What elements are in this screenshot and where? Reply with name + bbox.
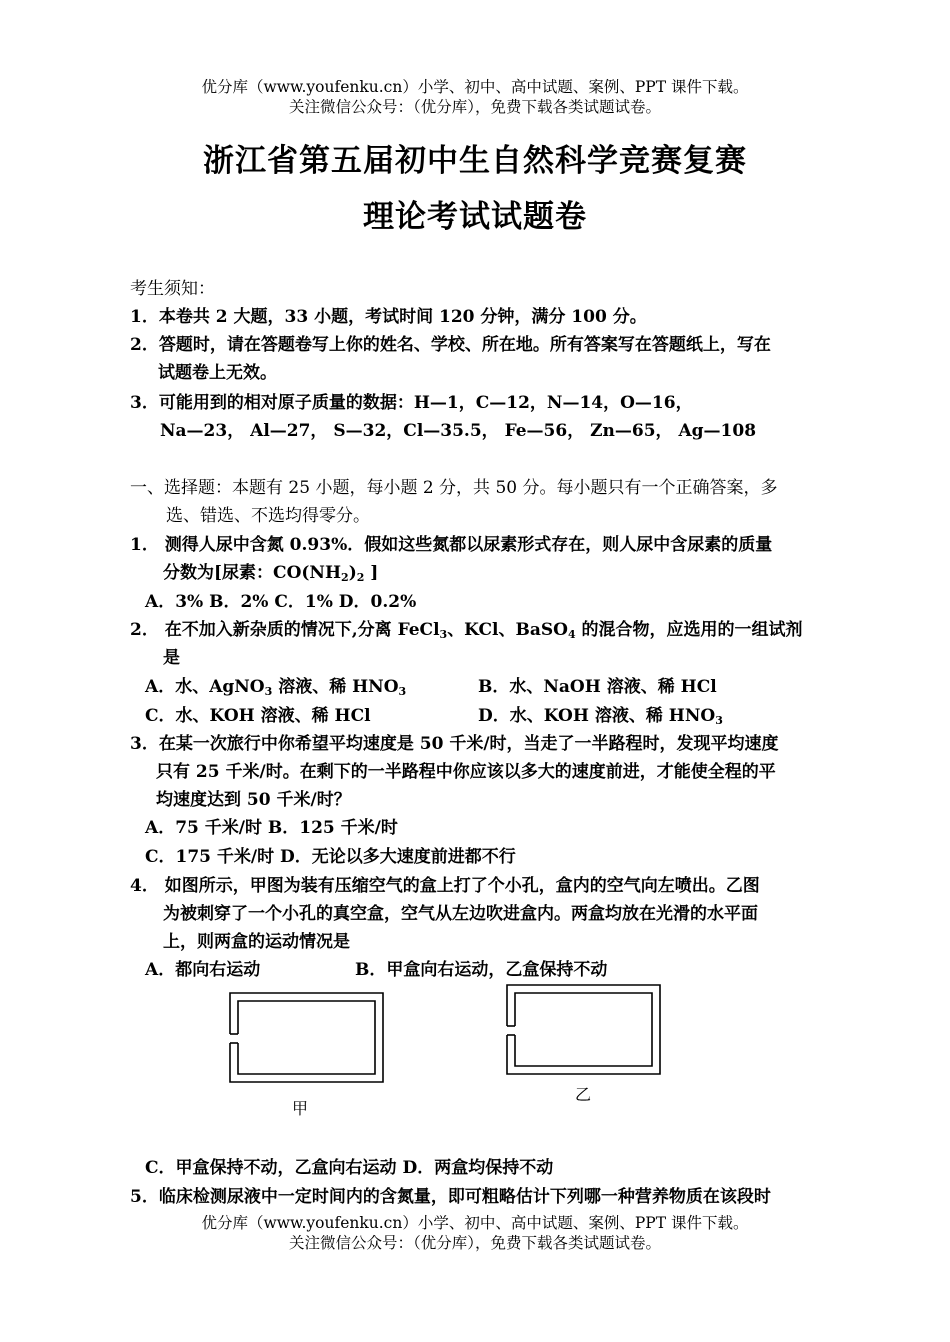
figure-label-yi: 乙: [575, 1085, 592, 1104]
notice-item-1: 1．本卷共 2 大题，33 小题，考试时间 120 分钟，满分 100 分。: [130, 307, 647, 327]
q1-line-2: 分数为[尿素：$CO(NH_2)_2$ ]: [163, 563, 379, 584]
section1-line-1: 一、选择题：本题有 25 小题，每小题 2 分，共 50 分。每小题只有一个正确答案，多: [130, 478, 778, 498]
q4-line-2: 为被刺穿了一个小孔的真空盒，空气从左边吹进盒内。两盒均放在光滑的水平面: [163, 904, 758, 924]
section1-line-2: 选、错选、不选均得零分。: [166, 506, 370, 526]
q3-line-1: 3．在某一次旅行中你希望平均速度是 50 千米/时，当走了一半路程时，发现平均速度: [130, 734, 779, 754]
q4-options-cd: C．甲盒保持不动，乙盒向右运动 D．两盒均保持不动: [145, 1158, 554, 1178]
q2-line-1: 2． 在不加入新杂质的情况下,分离 FeCl$_3$、KCl、BaSO$_4$ 的混合物，应选用的一组试剂: [130, 620, 803, 641]
q3-line-2: 只有 25 千米/时。在剩下的一半路程中你应该以多大的速度前进，才能使全程的平: [156, 762, 776, 782]
notice-item-3b: Na—23， Al—27， S—32，Cl—35.5， Fe—56， Zn—65， Ag—108: [160, 421, 757, 441]
notice-heading: 考生须知：: [130, 279, 215, 299]
q1-options: A．3% B．2% C．1% D．0.2%: [145, 592, 417, 612]
q2-line-2: 是: [163, 648, 180, 668]
q4-option-a: A．都向右运动: [145, 960, 261, 980]
box-yi-figure: [503, 982, 665, 1078]
q4-option-b: B．甲盒向右运动，乙盒保持不动: [355, 960, 608, 980]
notice-item-3a: 3．可能用到的相对原子质量的数据：H—1，C—12，N—14，O—16，: [130, 393, 693, 413]
footer-line-2: 关注微信公众号：（优分库），免费下载各类试题试卷。: [288, 1234, 661, 1252]
notice-item-2b: 试题卷上无效。: [158, 363, 277, 383]
q2-option-c: C．水、KOH 溶液、稀 HCl: [145, 706, 371, 726]
q2-option-d: D．水、KOH 溶液、稀 $HNO_3$: [478, 706, 723, 727]
header-line-2: 关注微信公众号：（优分库），免费下载各类试题试卷。: [288, 98, 661, 116]
page-subtitle: 理论考试试题卷: [363, 199, 587, 235]
q3-options-2: C．175 千米/时 D．无论以多大速度前进都不行: [145, 847, 516, 867]
q2-option-b: B．水、NaOH 溶液、稀 HCl: [478, 677, 717, 697]
q4-line-3: 上，则两盒的运动情况是: [163, 932, 350, 952]
figure-label-jia: 甲: [292, 1099, 309, 1118]
notice-item-2a: 2．答题时，请在答题卷写上你的姓名、学校、所在地。所有答案写在答题纸上，写在: [130, 335, 771, 355]
header-line-1: 优分库（www.youfenku.cn）小学、初中、高中试题、案例、PPT 课件下载。: [201, 78, 749, 96]
page-title: 浙江省第五届初中生自然科学竞赛复赛: [203, 143, 747, 179]
box-jia-figure: [226, 990, 388, 1086]
q1-line-1: 1． 测得人尿中含氮 0.93%．假如这些氮都以尿素形式存在，则人尿中含尿素的质量: [130, 535, 773, 555]
q3-options-1: A．75 千米/时 B．125 千米/时: [145, 818, 398, 838]
footer-line-1: 优分库（www.youfenku.cn）小学、初中、高中试题、案例、PPT 课件下载。: [201, 1214, 749, 1232]
q4-line-1: 4． 如图所示，甲图为装有压缩空气的盒上打了个小孔，盒内的空气向左喷出。乙图: [130, 876, 760, 896]
q5-line-1: 5．临床检测尿液中一定时间内的含氮量，即可粗略估计下列哪一种营养物质在该段时: [130, 1187, 771, 1207]
q2-option-a: A．水、AgNO$_3$ 溶液、稀 $HNO_3$: [145, 677, 407, 698]
q3-line-3: 均速度达到 50 千米/时？: [156, 790, 351, 810]
